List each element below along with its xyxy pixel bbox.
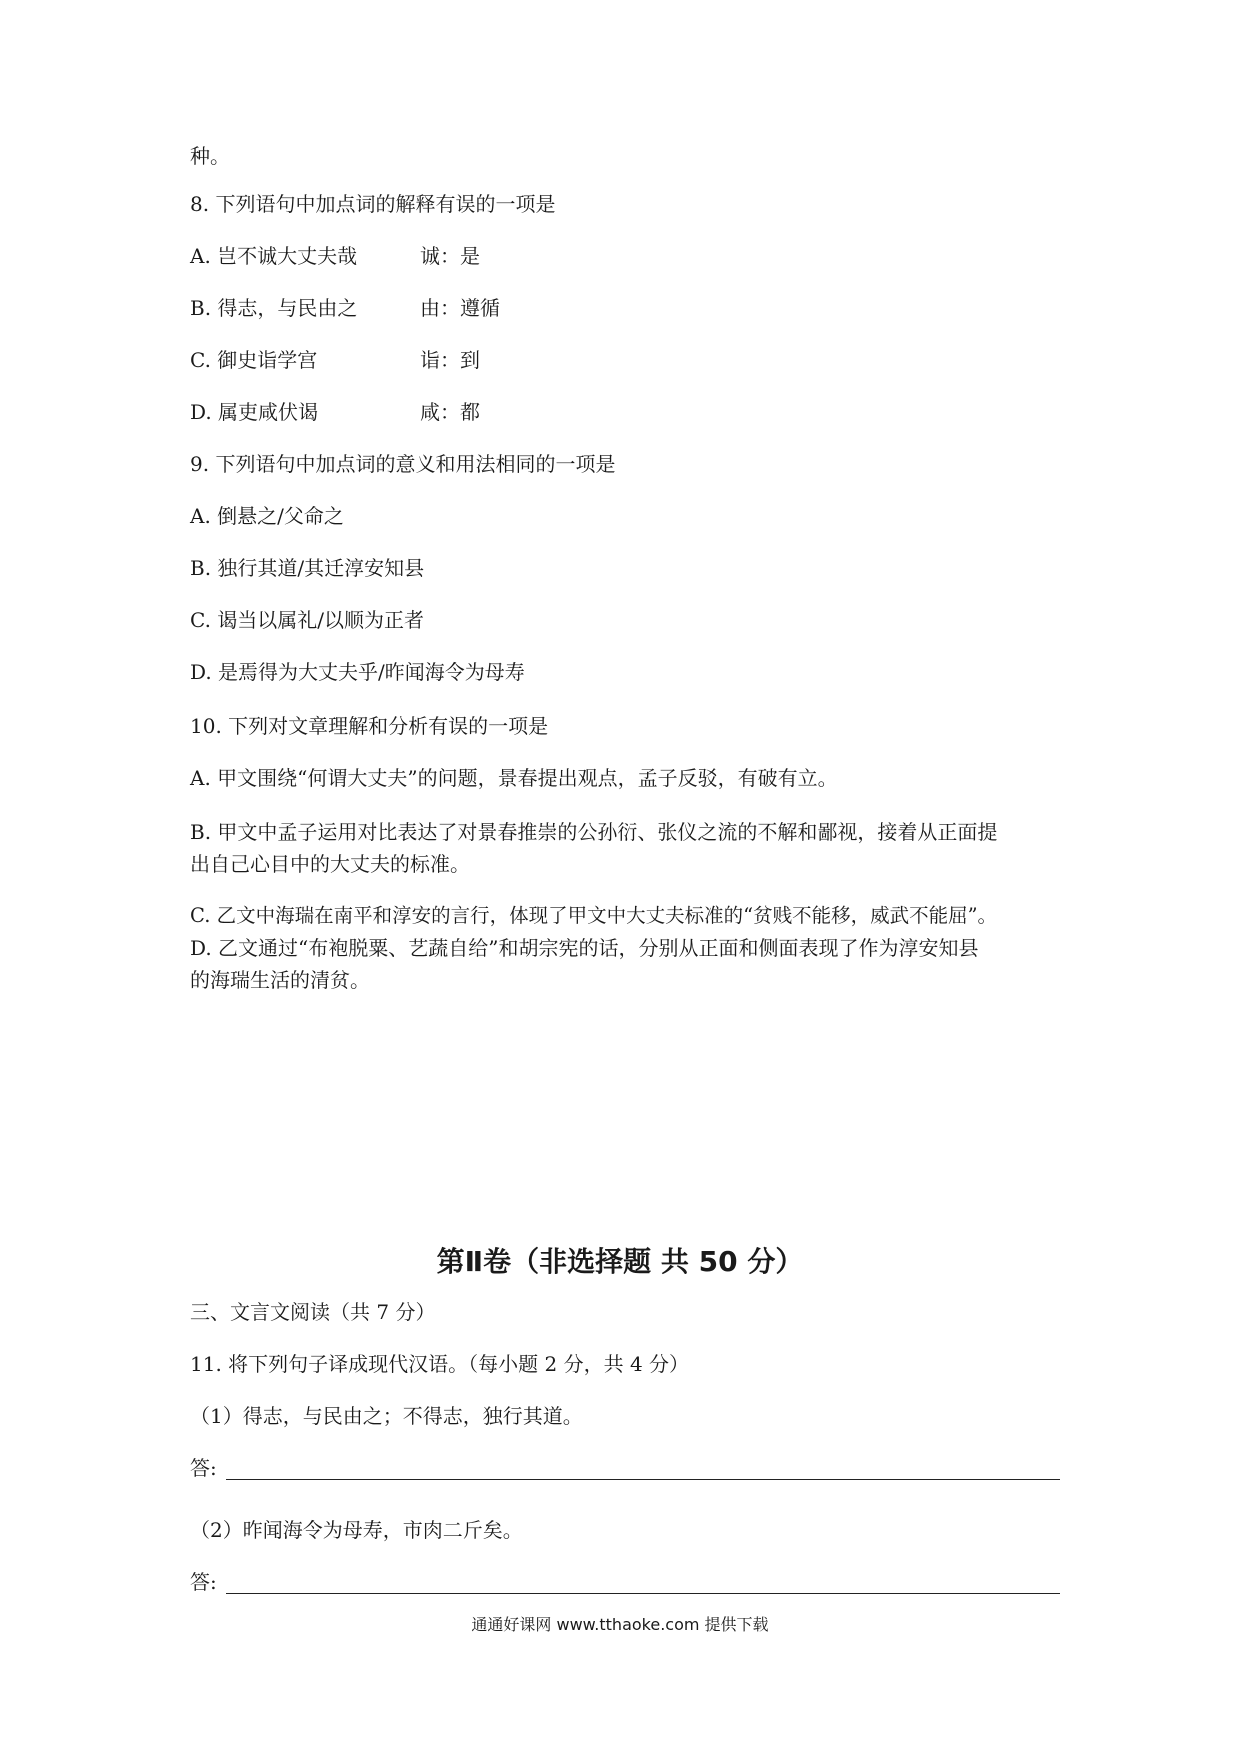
option-text: B. 得志，与民由之 bbox=[190, 296, 358, 320]
option-10b-line2: 出自己心目中的大丈夫的标准。 bbox=[190, 852, 470, 876]
option-9c: C. 谒当以属礼/以顺为正者 bbox=[190, 608, 425, 632]
answer-rule bbox=[226, 1593, 1060, 1594]
option-10a: A. 甲文围绕“何谓大丈夫”的问题，景春提出观点，孟子反驳，有破有立。 bbox=[190, 766, 838, 790]
option-9a: A. 倒悬之/父命之 bbox=[190, 504, 344, 528]
option-gloss: 咸：都 bbox=[420, 400, 480, 424]
option-8b bbox=[190, 292, 1060, 324]
answer-label: 答: bbox=[190, 1570, 217, 1594]
option-9b: B. 独行其道/其迁淳安知县 bbox=[190, 556, 425, 580]
answer-line-1 bbox=[190, 1452, 1060, 1484]
option-text: D. 属吏咸伏谒 bbox=[190, 400, 319, 424]
text-line: 种。 bbox=[190, 144, 230, 168]
option-10b-line1: B. 甲文中孟子运用对比表达了对景春推崇的公孙衍、张仪之流的不解和鄙视，接着从正面提 bbox=[190, 820, 998, 844]
option-10d-line1: D. 乙文通过“布袍脱粟、艺蔬自给”和胡宗宪的话，分别从正面和侧面表现了作为淳安知县 bbox=[190, 936, 979, 960]
answer-line-2 bbox=[190, 1566, 1060, 1598]
option-text: C. 御史诣学宫 bbox=[190, 348, 318, 372]
question-11-2: （2）昨闻海令为母寿，市肉二斤矣。 bbox=[190, 1518, 523, 1542]
option-8a bbox=[190, 240, 1060, 272]
option-8d bbox=[190, 396, 1060, 428]
answer-label: 答: bbox=[190, 1456, 217, 1480]
question-9: 9. 下列语句中加点词的意义和用法相同的一项是 bbox=[190, 452, 616, 476]
part-3-title: 三、文言文阅读（共 7 分） bbox=[190, 1300, 436, 1324]
page-footer: 通通好课网 www.tthaoke.com 提供下载 bbox=[471, 1615, 769, 1634]
question-8: 8. 下列语句中加点词的解释有误的一项是 bbox=[190, 192, 556, 216]
option-10c: C. 乙文中海瑞在南平和淳安的言行，体现了甲文中大丈夫标准的“贫贱不能移，威武不能屈”。 bbox=[190, 904, 998, 927]
option-gloss: 诚：是 bbox=[420, 244, 480, 268]
question-10: 10. 下列对文章理解和分析有误的一项是 bbox=[190, 714, 549, 738]
question-11-1: （1）得志，与民由之；不得志，独行其道。 bbox=[190, 1404, 583, 1428]
section-heading: 第Ⅱ卷（非选择题 共 50 分） bbox=[436, 1245, 804, 1278]
question-11: 11. 将下列句子译成现代汉语。（每小题 2 分，共 4 分） bbox=[190, 1352, 690, 1376]
option-8c bbox=[190, 344, 1060, 376]
option-gloss: 由：遵循 bbox=[420, 296, 500, 320]
option-10d-line2: 的海瑞生活的清贫。 bbox=[190, 968, 370, 992]
option-9d: D. 是焉得为大丈夫乎/昨闻海令为母寿 bbox=[190, 660, 525, 684]
answer-rule bbox=[226, 1479, 1060, 1480]
option-text: A. 岂不诚大丈夫哉 bbox=[190, 244, 358, 268]
option-gloss: 诣：到 bbox=[420, 348, 480, 372]
